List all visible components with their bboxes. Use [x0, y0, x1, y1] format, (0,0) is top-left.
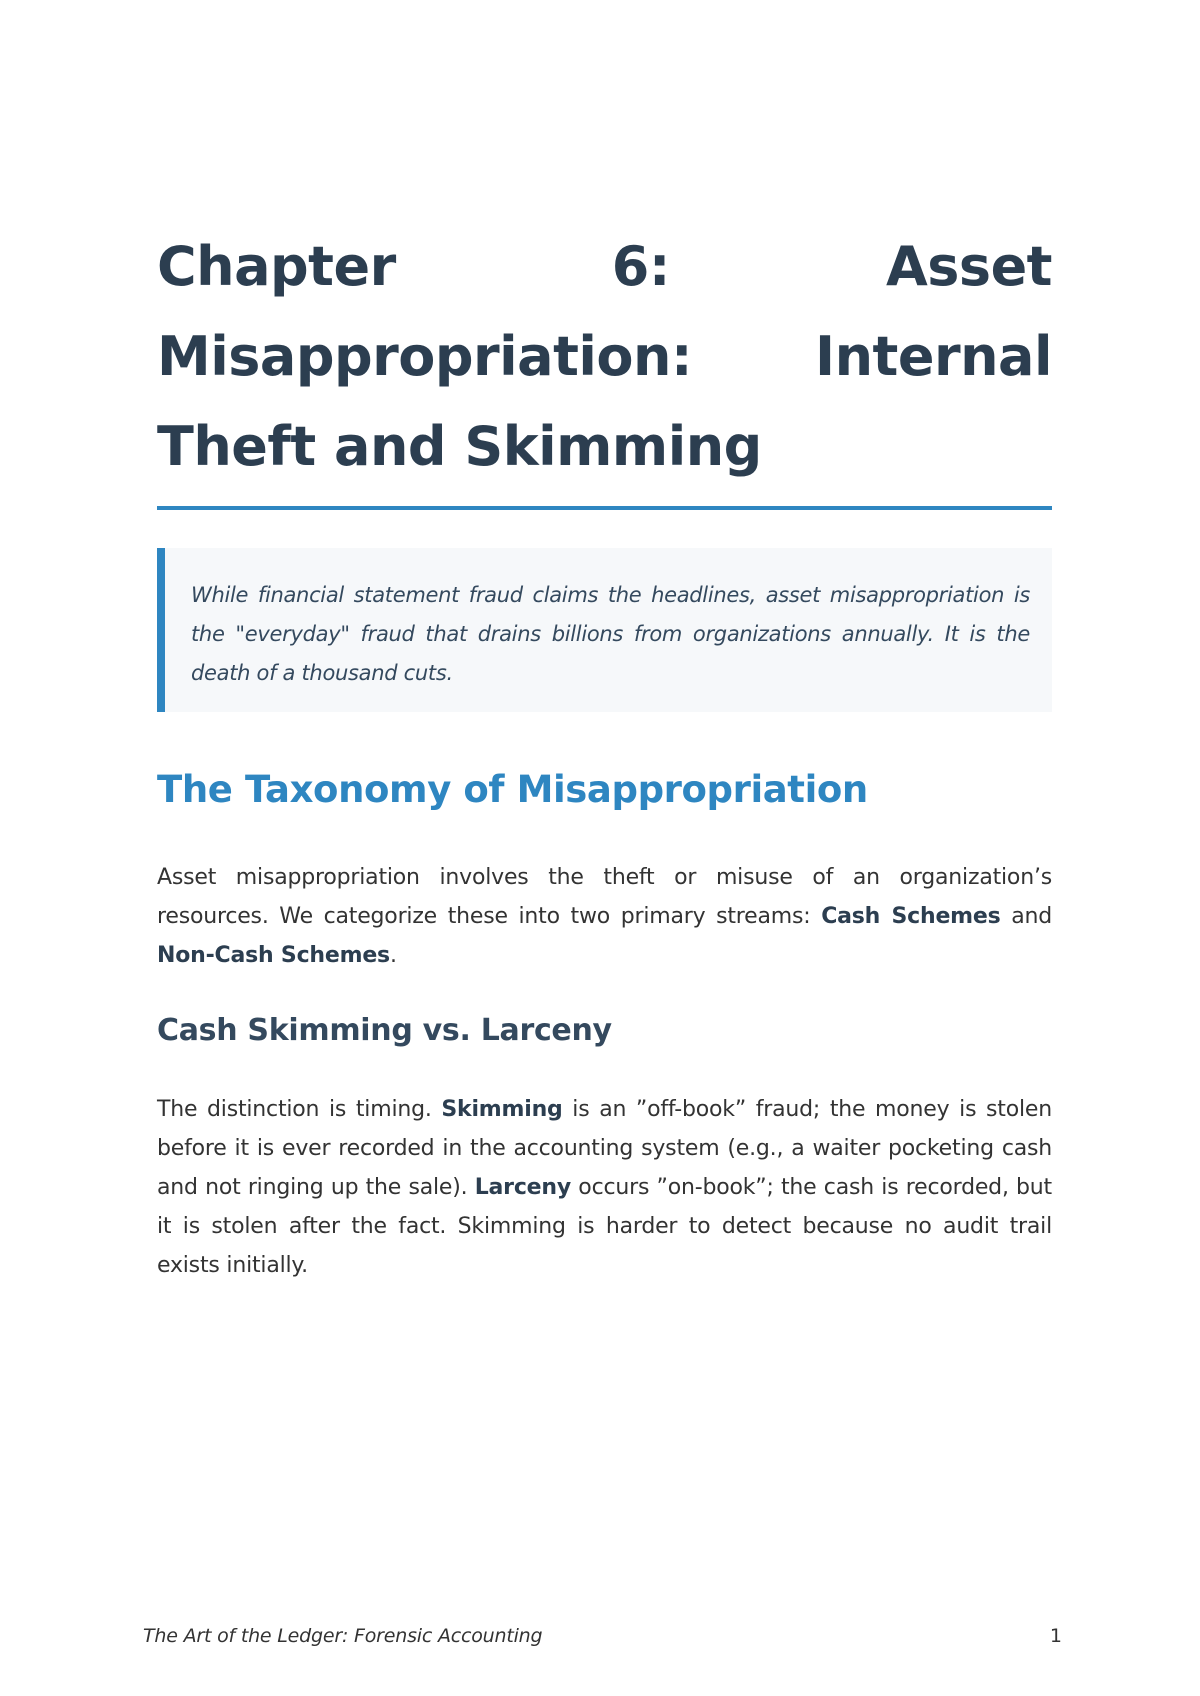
paragraph-text: The distinction is timing.: [157, 1097, 442, 1122]
section-heading: The Taxonomy of Misappropriation: [157, 768, 868, 811]
epigraph-block: [157, 548, 1052, 712]
subsection-heading: Cash Skimming vs. Larceny: [157, 1013, 612, 1048]
chapter-title: Chapter 6: Asset Misappropriation: Internal Theft and Skimming: [157, 235, 1052, 478]
title-divider: [157, 506, 1052, 510]
paragraph-text: .: [389, 943, 397, 968]
term-non-cash-schemes: Non-Cash Schemes: [157, 943, 390, 968]
paragraph-text: Asset misappropriation involves the theft or misuse of an organization’s resources. We categorize these into two primary streams:: [157, 865, 1052, 929]
term-skimming: Skimming: [441, 1097, 563, 1122]
term-larceny: Larceny: [474, 1175, 571, 1200]
paragraph-text: is an ”off-book” fraud; the money is stolen before it is ever recorded in the accounting system (e.g., a waiter pocketing cash and not ringing up the sale).: [157, 1097, 1052, 1200]
term-cash-schemes: Cash Schemes: [821, 904, 1001, 929]
footer-book-title: The Art of the Ledger: Forensic Accounting: [143, 1625, 543, 1647]
footer-page-number: 1: [1049, 1625, 1062, 1647]
paragraph-text: occurs ”on-book”; the cash is recorded, but it is stolen after the fact. Skimming is harder to detect because no audit trail exists initially.: [157, 1175, 1052, 1278]
paragraph-text: and: [1000, 904, 1053, 929]
subsection-paragraph: [157, 1090, 1052, 1285]
epigraph-text: While financial statement fraud claims the headlines, asset misappropriation is the "everyday" fraud that drains billions from organizations annually. It is the death of a thousand cuts.: [191, 583, 1030, 685]
section-paragraph: [157, 858, 1052, 975]
